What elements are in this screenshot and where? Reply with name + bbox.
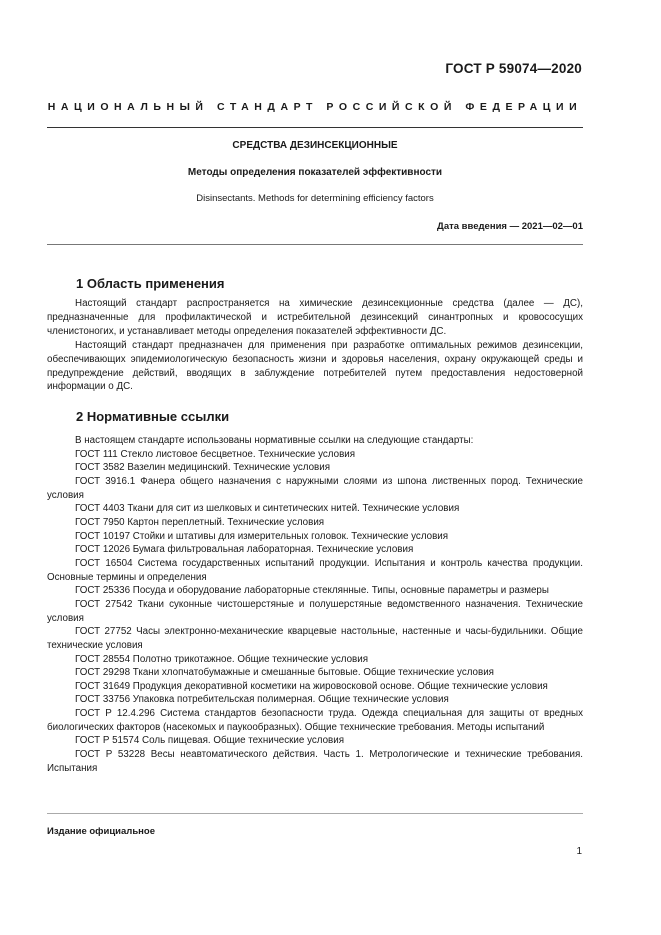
section-heading-references: 2 Нормативные ссылки xyxy=(76,409,230,424)
reference-item: ГОСТ 12026 Бумага фильтровальная лабораторная. Технические условия xyxy=(75,544,414,556)
reference-item: ГОСТ 111 Стекло листовое бесцветное. Технические условия xyxy=(75,448,356,460)
official-edition-label: Издание официальное xyxy=(47,826,155,837)
header-divider xyxy=(47,127,583,128)
doc-english-title: Disinsectants. Methods for determining efficiency factors xyxy=(196,193,434,204)
reference-item: ГОСТ 7950 Картон переплетный. Технические условия xyxy=(75,516,325,528)
reference-item: ГОСТ 16504 Система государственных испытаний продукции. Испытания и контроль качества продукции. Основные термины и определения xyxy=(47,557,583,583)
doc-subtitle: Методы определения показателей эффективности xyxy=(187,167,443,178)
section-heading-scope: 1 Область применения xyxy=(76,276,225,291)
reference-item: ГОСТ 31649 Продукция декоративной косметики на жировосковой основе. Общие технические условия xyxy=(75,680,548,692)
national-standard-title: НАЦИОНАЛЬНЫЙ СТАНДАРТ РОССИЙСКОЙ ФЕДЕРАЦИИ xyxy=(47,101,583,113)
page-number: 1 xyxy=(576,846,582,857)
reference-item: ГОСТ Р 51574 Соль пищевая. Общие технические условия xyxy=(75,735,345,747)
references-list xyxy=(47,434,583,775)
doc-code: ГОСТ Р 59074—2020 xyxy=(445,61,582,76)
reference-item: ГОСТ Р 12.4.296 Система стандартов безопасности труда. Одежда специальная для защиты от вредных биологических факторов (насекомых и паукообразных). Общие технические требования. Методы испытаний xyxy=(47,708,583,733)
doc-title: СРЕДСТВА ДЕЗИНСЕКЦИОННЫЕ xyxy=(232,140,398,151)
reference-item: ГОСТ 28554 Полотно трикотажное. Общие технические условия xyxy=(75,653,369,665)
scope-paragraph: Настоящий стандарт распространяется на химические дезинсекционные средства (далее — ДС), предназначенные для профилактической и истребительной дезинсекций синантропных и кровососущих членистоногих, и устанавливает методы определения показателей эффективности ДС. xyxy=(47,298,583,337)
reference-item: ГОСТ 25336 Посуда и оборудование лабораторные стеклянные. Типы, основные параметры и размеры xyxy=(75,585,549,597)
reference-item: ГОСТ 27752 Часы электронно-механические кварцевые настольные, настенные и часы-будильники. Общие технические условия xyxy=(47,626,583,651)
reference-item: ГОСТ 4403 Ткани для сит из шелковых и синтетических нитей. Технические условия xyxy=(75,503,460,515)
reference-item: ГОСТ Р 53228 Весы неавтоматического действия. Часть 1. Метрологические и технические требования. Испытания xyxy=(47,749,583,774)
reference-item: ГОСТ 3916.1 Фанера общего назначения с наружными слоями из шпона лиственных пород. Технические условия xyxy=(47,475,583,501)
title-block-divider xyxy=(47,244,583,245)
reference-item: ГОСТ 10197 Стойки и штативы для измерительных головок. Технические условия xyxy=(75,530,449,542)
scope-paragraph: Настоящий стандарт предназначен для применения при разработке оптимальных режимов дезинсекции, обеспечивающих эпидемиологическую безопасность жизни и здоровья населения, охрану окружающей среды и предупреждение действий, вводящих в заблуждение потребителей путем предоставления недостоверной информации о ДС. xyxy=(47,339,583,393)
reference-item: ГОСТ 33756 Упаковка потребительская полимерная. Общие технические условия xyxy=(75,694,449,706)
references-intro: В настоящем стандарте использованы нормативные ссылки на следующие стандарты: xyxy=(75,435,474,446)
reference-item: ГОСТ 29298 Ткани хлопчатобумажные и смешанные бытовые. Общие технические условия xyxy=(75,667,494,679)
scope-text xyxy=(47,297,583,394)
reference-item: ГОСТ 3582 Вазелин медицинский. Технические условия xyxy=(75,462,331,474)
footer-divider xyxy=(47,813,583,814)
reference-item: ГОСТ 27542 Ткани суконные чистошерстяные и полушерстяные ведомственного назначения. Технические условия xyxy=(47,598,583,624)
introduction-date: Дата введения — 2021—02—01 xyxy=(437,221,583,232)
